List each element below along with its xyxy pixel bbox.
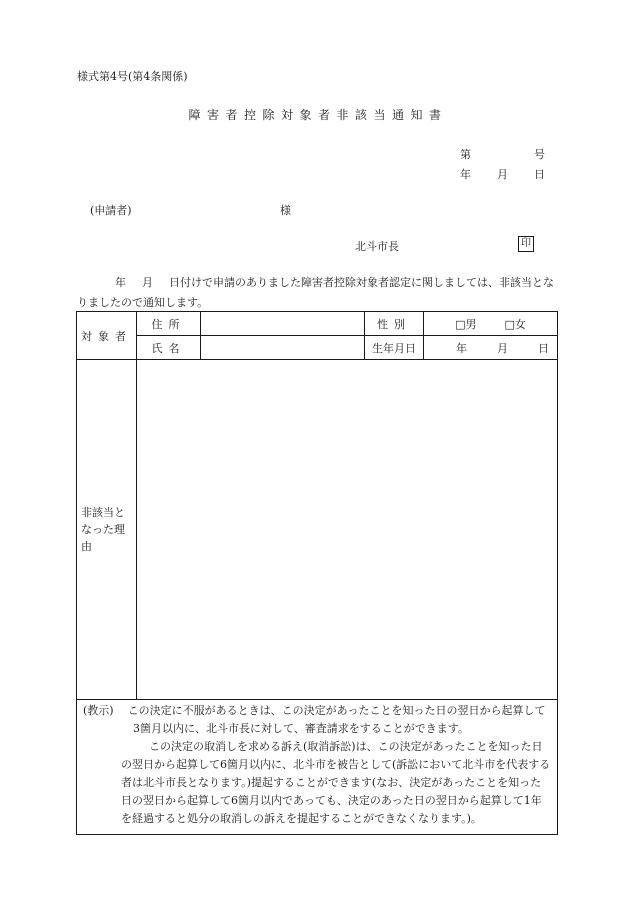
name-label: 氏名 xyxy=(137,336,201,360)
document-title: 障害者控除対象者非該当通知書 xyxy=(188,108,448,122)
dob-year: 年 xyxy=(456,341,467,355)
notice-section xyxy=(77,700,558,835)
form-number: 様式第4号(第4条関係) xyxy=(77,70,188,83)
issue-date-month: 月 xyxy=(497,168,508,181)
document-number-suffix: 号 xyxy=(534,148,545,161)
dob-field[interactable] xyxy=(424,336,558,360)
notice-paragraph-1 xyxy=(83,702,551,738)
notice-label: (教示) xyxy=(83,704,114,717)
intro-body: 日付けで申請のありました障害者控除対象者認定に関しましては、非該当となりましたので通知します。 xyxy=(77,276,554,309)
address-label: 住所 xyxy=(137,312,201,336)
intro-month: 月 xyxy=(142,276,153,289)
female-checkbox[interactable]: □女 xyxy=(504,317,526,331)
issue-date-day: 日 xyxy=(534,168,545,181)
subject-label: 対象者 xyxy=(77,312,137,360)
address-field[interactable] xyxy=(201,312,365,336)
dob-month: 月 xyxy=(497,341,508,355)
sex-field[interactable] xyxy=(424,312,558,336)
reason-field[interactable] xyxy=(137,360,558,700)
notice-paragraph-2: この決定の取消しを求める訴え(取消訴訟)は、この決定があったことを知った日の翌日から起算して6箇月以内に、北斗市を被告として(訴訟において北斗市を代表する者は北斗市長となります。)提起することができます(なお、決定があったことを知った日の翌日から起算して6箇月以内であっても、決定のあった日の翌日から起算して1年を経過すると処分の取消しの訴えを提起することができなくなります。)。 xyxy=(121,740,551,825)
seal-mark: 印 xyxy=(518,236,534,252)
reason-label: 非該当となった理由 xyxy=(77,360,137,700)
intro-paragraph xyxy=(77,273,558,313)
document-number-prefix: 第 xyxy=(460,148,471,161)
applicant-honorific: 様 xyxy=(280,204,291,217)
dob-day: 日 xyxy=(538,341,549,355)
sex-label: 性別 xyxy=(365,312,424,336)
dob-label: 生年月日 xyxy=(365,336,424,360)
issuer-title: 北斗市長 xyxy=(355,240,399,253)
applicant-label: (申請者) xyxy=(90,204,132,217)
notice-table xyxy=(76,311,558,835)
issue-date-year: 年 xyxy=(460,168,471,181)
name-field[interactable] xyxy=(201,336,365,360)
notice-text-1: この決定に不服があるときは、この決定があったことを知った日の翌日から起算して3箇月以内に、北斗市長に対して、審査請求をすることができます。 xyxy=(127,704,546,735)
intro-year: 年 xyxy=(115,276,126,289)
male-checkbox[interactable]: □男 xyxy=(455,317,477,331)
